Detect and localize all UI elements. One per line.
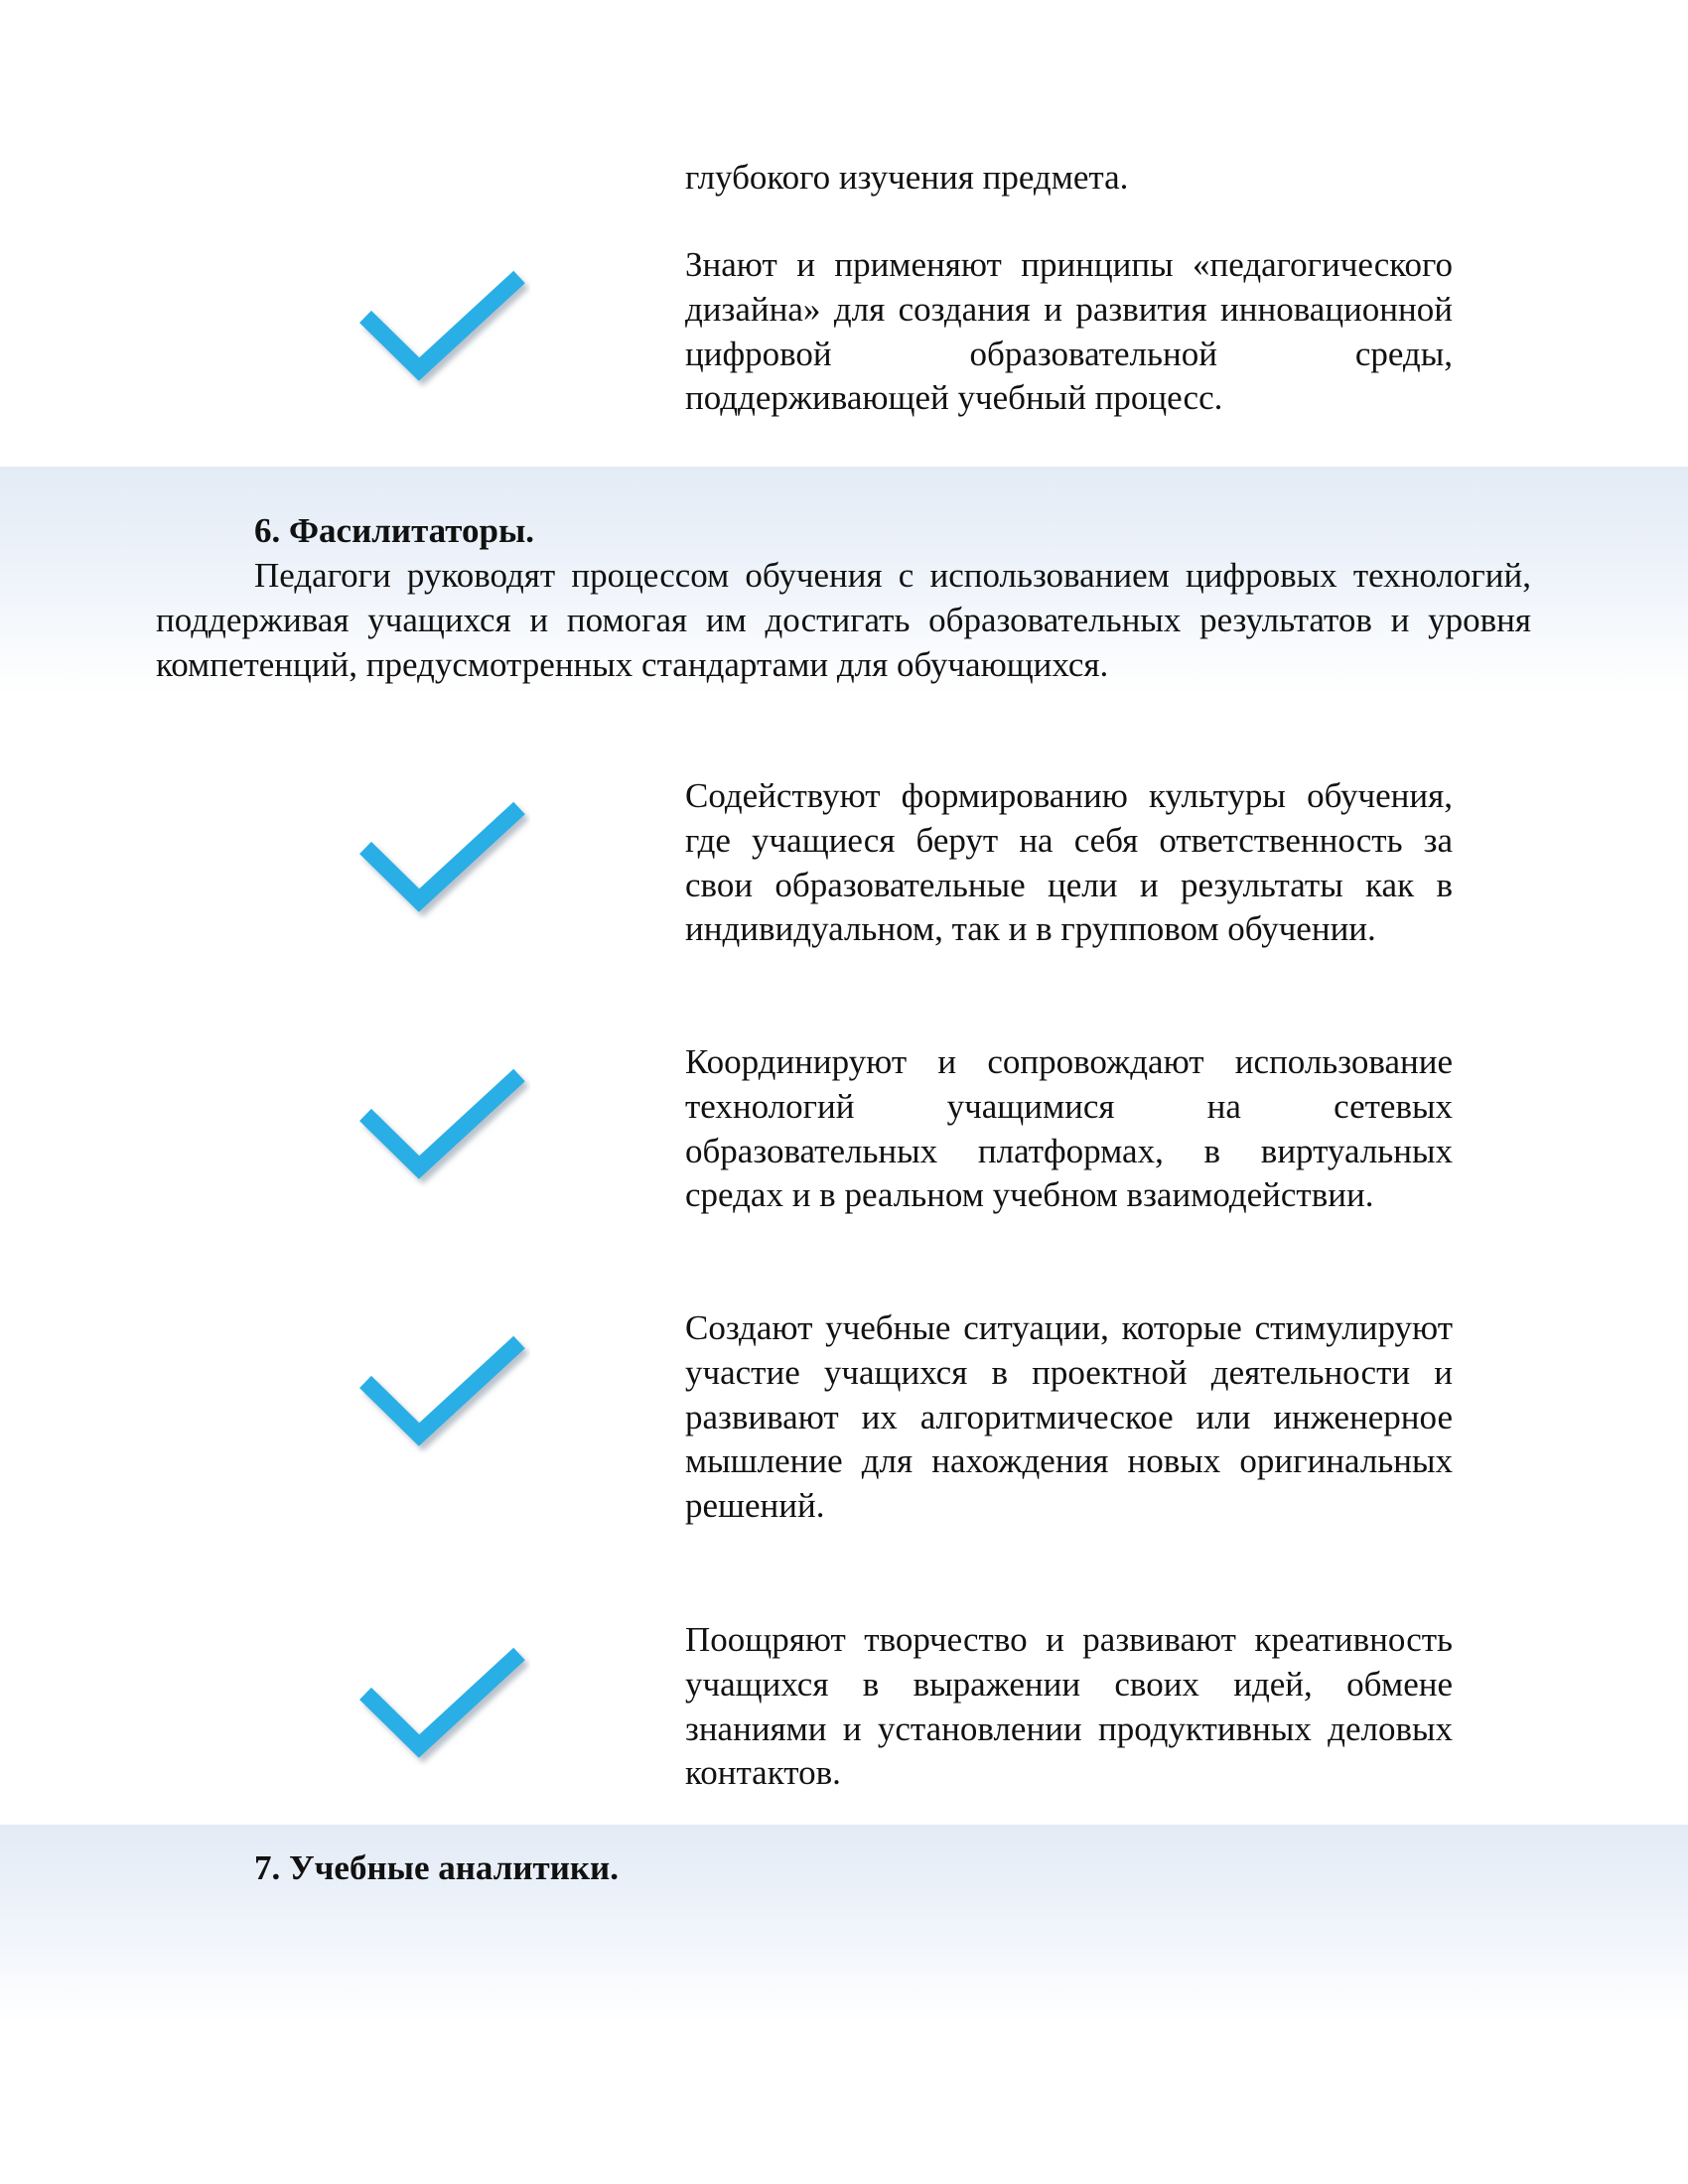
checkmark-icon	[355, 1637, 530, 1766]
section-6-intro: Педагоги руководят процессом обучения с использованием цифровых технологий, поддерживая учащихся и помогая им достигать образовательных результатов и уровня компетенций, предусмотренных стандартами для обучающихся.	[156, 556, 1531, 684]
section-6-heading: 6. Фасилитаторы.	[254, 511, 535, 550]
checkmark-icon	[355, 791, 530, 920]
list-item: Содействуют формированию культуры обучения, где учащиеся берут на себя ответственность за свои образовательные цели и результаты как в индивидуальном, так и в групповом обучении.	[685, 776, 1453, 949]
list-item-design: Знают и применяют принципы «педагогического дизайна» для создания и развития инновационной цифровой образовательной среды, поддерживающей учебный процесс.	[685, 245, 1453, 418]
section-7-heading: 7. Учебные аналитики.	[254, 1848, 619, 1887]
list-item: Координируют и сопровождают использование технологий учащимися на сетевых образовательных платформах, в виртуальных средах и в реальном учебном взаимодействии.	[685, 1042, 1453, 1215]
section-band-7	[0, 1825, 1688, 2023]
checkmark-icon	[355, 260, 530, 389]
list-item: Поощряют творчество и развивают креативность учащихся в выражении своих идей, обмене знаниями и установлении продуктивных деловых контактов.	[685, 1620, 1453, 1793]
list-item: Создают учебные ситуации, которые стимулируют участие учащихся в проектной деятельности и развивают их алгоритмическое или инженерное мышление для нахождения новых оригинальных решений.	[685, 1308, 1453, 1526]
fragment-top: глубокого изучения предмета.	[685, 158, 1129, 197]
checkmark-icon	[355, 1058, 530, 1187]
checkmark-icon	[355, 1325, 530, 1454]
